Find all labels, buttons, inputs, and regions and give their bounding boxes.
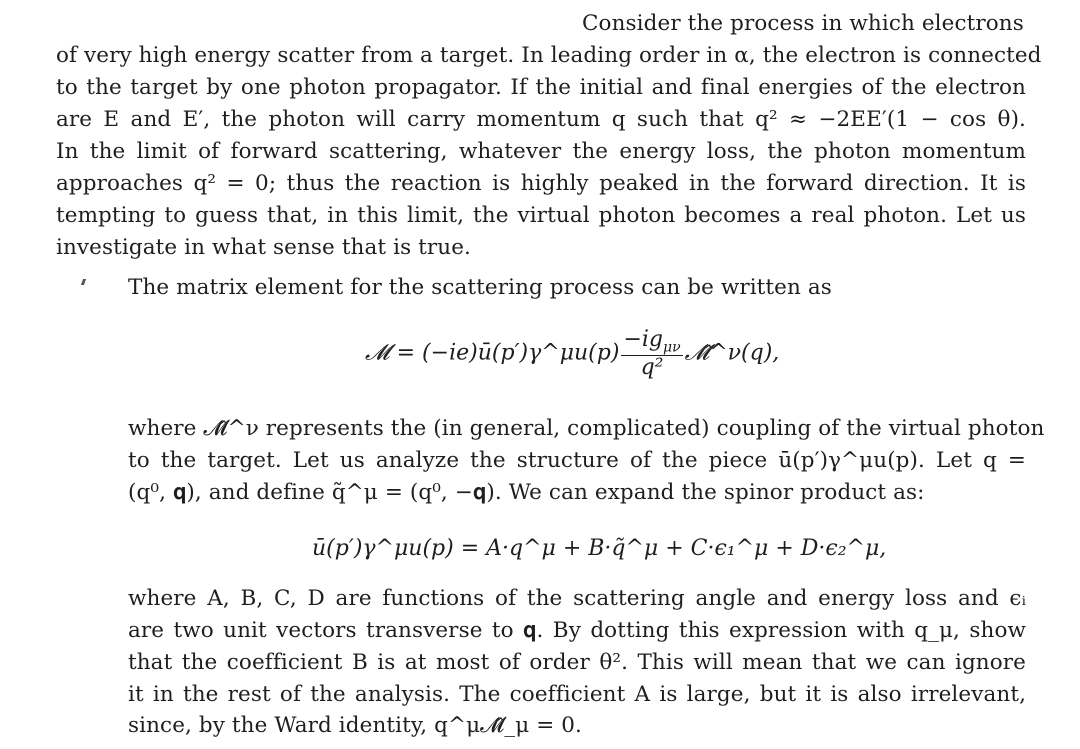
fraction-numerator: $-ig_{\mu\nu}$ bbox=[623, 327, 681, 356]
p1-line-5: In the limit of forward scattering, whatever the energy loss, the photon momentum bbox=[56, 139, 1026, 164]
p4-line-5: since, by the Ward identity, q^μ𝓜̂_μ = 0. bbox=[128, 713, 582, 738]
p3-line-2: to the target. Let us analyze the structure of the piece ū(p′)γ^μu(p). Let q = bbox=[128, 448, 1026, 473]
fraction-denominator: q² bbox=[640, 355, 664, 381]
p1-line-3: to the target by one photon propagator. If the initial and final energies of the electron bbox=[56, 75, 1026, 100]
p1-line-8: investigate in what sense that is true. bbox=[56, 235, 471, 260]
p2-line-1: The matrix element for the scattering process can be written as bbox=[128, 275, 832, 300]
p1-line-7: tempting to guess that, in this limit, the virtual photon becomes a real photon. Let us bbox=[56, 203, 1026, 228]
p1-line-6: approaches q² = 0; thus the reaction is highly peaked in the forward direction. It is bbox=[56, 171, 1026, 196]
stray-mark bbox=[81, 279, 86, 285]
p4-line-3: that the coefficient B is at most of order θ². This will mean that we can ignore bbox=[128, 650, 1026, 675]
propagator-fraction bbox=[621, 328, 682, 379]
p3-line-3: (q⁰, 𝐪), and define q̃^μ = (q⁰, −𝐪). We can expand the spinor product as: bbox=[128, 480, 925, 505]
eq1-rhs: 𝓜̂^ν(q), bbox=[684, 340, 780, 366]
p4-line-2: are two unit vectors transverse to 𝐪. By dotting this expression with q_μ, show bbox=[128, 618, 1026, 643]
p1-line-4: are E and E′, the photon will carry momentum q such that q² ≈ −2EE′(1 − cos θ). bbox=[56, 107, 1026, 132]
p1-line-1: Consider the process in which electrons bbox=[582, 11, 1024, 36]
p3-line-1: where 𝓜̂^ν represents the (in general, complicated) coupling of the virtual photon bbox=[128, 416, 1045, 441]
spinor-expansion-equation: ū(p′)γ^μu(p) = A·q^μ + B·q̃^μ + C·ϵ₁^μ + D·ϵ₂^μ, bbox=[312, 536, 887, 561]
matrix-element-equation bbox=[365, 328, 779, 379]
eq1-lhs: 𝓜 = (−ie)ū(p′)γ^μu(p) bbox=[365, 340, 620, 366]
p4-line-1: where A, B, C, D are functions of the scattering angle and energy loss and ϵᵢ bbox=[128, 586, 1026, 611]
p4-line-4: it in the rest of the analysis. The coefficient A is large, but it is also irrelevant, bbox=[128, 682, 1026, 707]
p1-line-2: of very high energy scatter from a target. In leading order in α, the electron is connected bbox=[56, 43, 1042, 68]
